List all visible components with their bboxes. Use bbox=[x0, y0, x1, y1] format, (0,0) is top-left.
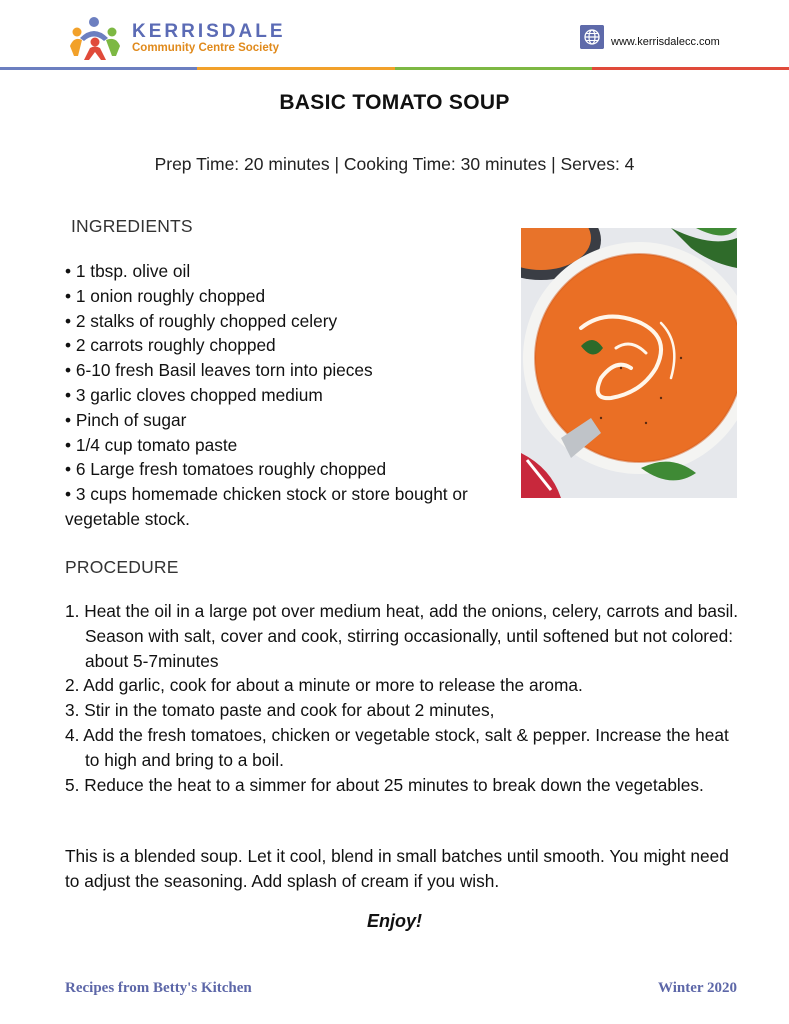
closing-line: Enjoy! bbox=[366, 911, 422, 931]
recipe-note: This is a blended soup. Let it cool, blend in small batches until smooth. You might need to adjust the seasoning. Add splash of cream if you wish. bbox=[65, 846, 729, 891]
ingredient-item: • 2 carrots roughly chopped bbox=[65, 335, 276, 356]
footer-season: Winter 2020 bbox=[657, 980, 737, 996]
kerrisdale-logo bbox=[66, 16, 124, 62]
procedure-step: 2. Add garlic, cook for about a minute or more to release the aroma. bbox=[65, 675, 583, 696]
brand-name: KERRISDALE bbox=[132, 21, 286, 42]
brand-subtitle: Community Centre Society bbox=[132, 42, 279, 54]
procedure-heading: PROCEDURE bbox=[65, 557, 179, 577]
ingredient-item: • 3 cups homemade chicken stock or store bought or vegetable stock. bbox=[65, 484, 468, 529]
divider-segment bbox=[395, 67, 592, 70]
globe-icon bbox=[580, 25, 604, 49]
header-divider bbox=[0, 67, 789, 70]
ingredient-item: • Pinch of sugar bbox=[65, 409, 187, 430]
divider-segment bbox=[197, 67, 394, 70]
ingredient-item: • 6-10 fresh Basil leaves torn into pieces bbox=[65, 360, 373, 381]
ingredient-item: • 1 tbsp. olive oil bbox=[65, 261, 191, 281]
ingredient-item: • 2 stalks of roughly chopped celery bbox=[65, 310, 338, 331]
procedure-step: 4. Add the fresh tomatoes, chicken or vegetable stock, salt & pepper. Increase the heat to high and bring to a boil. bbox=[65, 724, 729, 770]
ingredients-heading: INGREDIENTS bbox=[71, 216, 193, 236]
soup-photo bbox=[521, 228, 737, 498]
ingredient-item: • 1/4 cup tomato paste bbox=[65, 434, 238, 455]
soup-illustration bbox=[521, 228, 737, 498]
divider-segment bbox=[592, 67, 789, 70]
procedure-step: 1. Heat the oil in a large pot over medium heat, add the onions, celery, carrots and basil. Season with salt, cover and cook, stirring occasionally, until softened but not colored: about 5-7minutes bbox=[65, 601, 739, 671]
recipe-title: BASIC TOMATO SOUP bbox=[279, 91, 510, 114]
ingredient-item: • 6 Large fresh tomatoes roughly chopped bbox=[65, 459, 387, 480]
footer-series-title: Recipes from Betty's Kitchen bbox=[65, 980, 252, 996]
website-link[interactable]: www.kerrisdalecc.com bbox=[611, 36, 720, 48]
procedure-step: 5. Reduce the heat to a simmer for about 25 minutes to break down the vegetables. bbox=[65, 774, 704, 795]
ingredients-list bbox=[65, 259, 505, 532]
page-header bbox=[0, 0, 789, 72]
ingredient-item: • 1 onion roughly chopped bbox=[65, 285, 266, 306]
ingredient-item: • 3 garlic cloves chopped medium bbox=[65, 384, 323, 405]
procedure-step: 3. Stir in the tomato paste and cook for about 2 minutes, bbox=[65, 700, 495, 721]
procedure-list bbox=[65, 599, 745, 797]
divider-segment bbox=[0, 67, 197, 70]
recipe-meta: Prep Time: 20 minutes | Cooking Time: 30 minutes | Serves: 4 bbox=[154, 154, 635, 174]
